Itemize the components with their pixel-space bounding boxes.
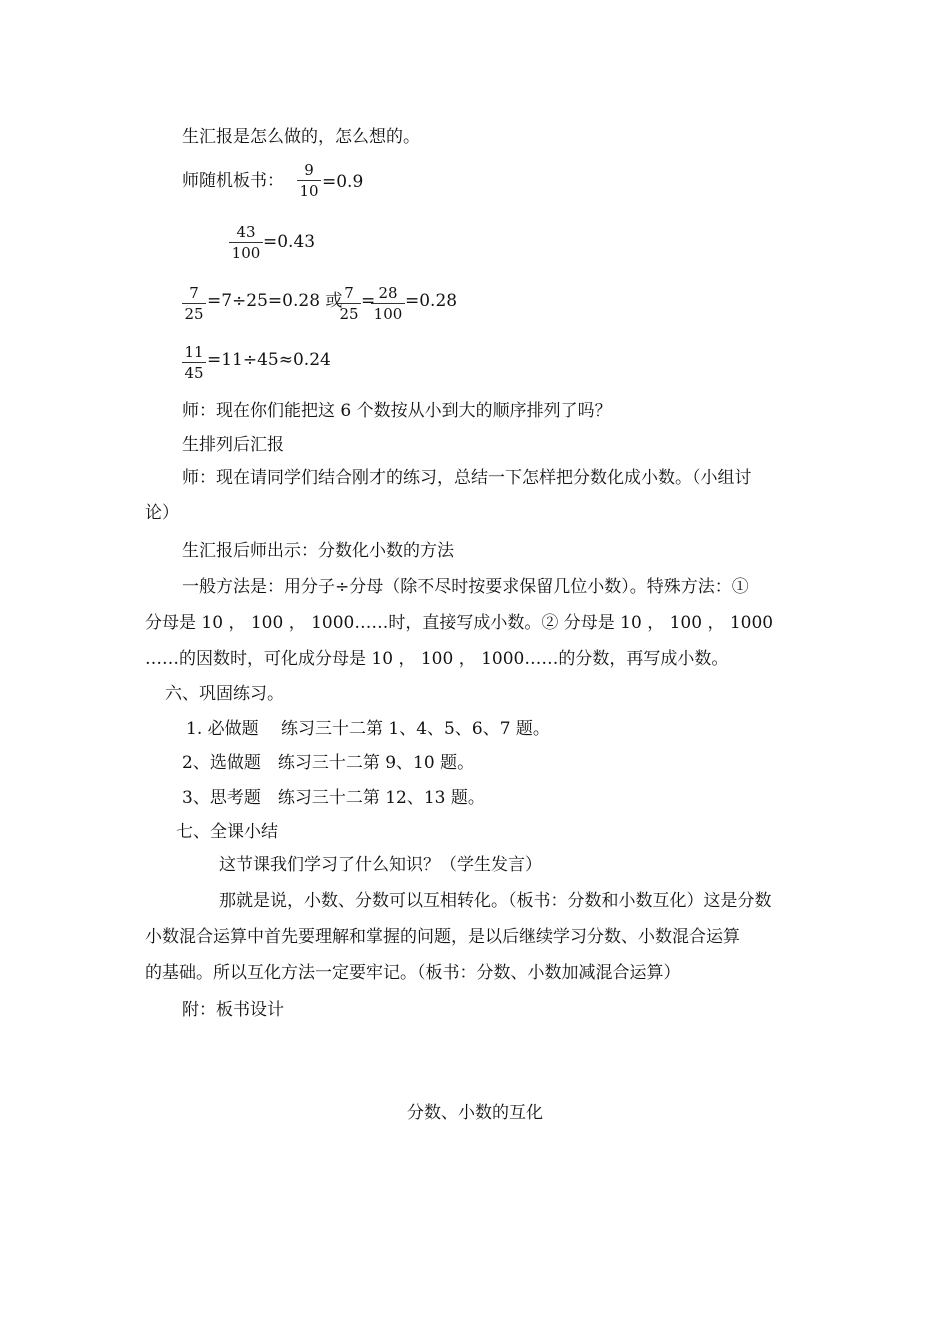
- text-line: 生汇报是怎么做的，怎么想的。: [182, 127, 420, 147]
- text-line: 分母是 10 ， 100 ， 1000……时，直接写成小数。② 分母是 10 ， 100 ， 1000: [145, 613, 774, 633]
- fraction-denominator: 25: [184, 305, 204, 323]
- text-line: 论）: [145, 503, 179, 523]
- fraction-denominator: 100: [373, 305, 403, 323]
- text-line: 师随机板书：: [182, 171, 284, 191]
- fraction-numerator: 11: [182, 344, 206, 363]
- fraction: [371, 285, 405, 323]
- board-title: 分数、小数的互化: [407, 1103, 543, 1123]
- section-heading: 六、巩固练习。: [165, 684, 284, 704]
- text-line: 附：板书设计: [182, 1000, 284, 1020]
- fraction: [182, 285, 206, 323]
- text-line: 师：现在请同学们结合刚才的练习，总结一下怎样把分数化成小数。（小组讨: [182, 468, 752, 488]
- text-line: 生排列后汇报: [182, 435, 284, 455]
- equation-text: =7÷25=0.28 或: [207, 291, 343, 311]
- list-item: 2、选做题 练习三十二第 9、10 题。: [182, 753, 475, 773]
- fraction: [229, 224, 263, 262]
- text-line: 一般方法是：用分子÷分母（除不尽时按要求保留几位小数）。特殊方法：①: [182, 577, 749, 597]
- fraction-numerator: 9: [297, 162, 321, 181]
- text-line: 这节课我们学习了什么知识？（学生发言）: [219, 855, 542, 875]
- fraction-numerator: 7: [182, 285, 206, 304]
- text-line: 生汇报后师出示：分数化小数的方法: [182, 541, 454, 561]
- text-line: ……的因数时，可化成分母是 10 ， 100 ， 1000……的分数，再写成小数。: [145, 649, 729, 669]
- equation-text: =0.9: [322, 172, 364, 192]
- section-heading: 七、全课小结: [176, 822, 278, 842]
- fraction-denominator: 45: [184, 364, 204, 382]
- equation-text: =0.43: [263, 232, 316, 252]
- fraction-denominator: 10: [299, 182, 319, 200]
- text-line: 的基础。所以互化方法一定要牢记。（板书：分数、小数加减混合运算）: [145, 963, 681, 983]
- fraction: [182, 344, 206, 382]
- fraction-numerator: 43: [229, 224, 263, 243]
- equation-text: =: [361, 291, 376, 311]
- list-item: 1. 必做题 练习三十二第 1、4、5、6、7 题。: [186, 719, 550, 739]
- text-line: 那就是说，小数、分数可以互相转化。（板书：分数和小数互化）这是分数: [219, 891, 772, 911]
- fraction-denominator: 25: [339, 305, 359, 323]
- fraction-denominator: 100: [231, 244, 261, 262]
- text-line: 小数混合运算中首先要理解和掌握的问题，是以后继续学习分数、小数混合运算: [145, 927, 740, 947]
- fraction: [337, 285, 361, 323]
- list-item: 3、思考题 练习三十二第 12、13 题。: [182, 788, 485, 808]
- fraction-numerator: 7: [337, 285, 361, 304]
- fraction: [297, 162, 321, 200]
- fraction-numerator: 28: [371, 285, 405, 304]
- equation-text: =0.28: [405, 291, 458, 311]
- equation-text: =11÷45≈0.24: [207, 350, 331, 370]
- text-line: 师：现在你们能把这 6 个数按从小到大的顺序排列了吗？: [182, 401, 612, 421]
